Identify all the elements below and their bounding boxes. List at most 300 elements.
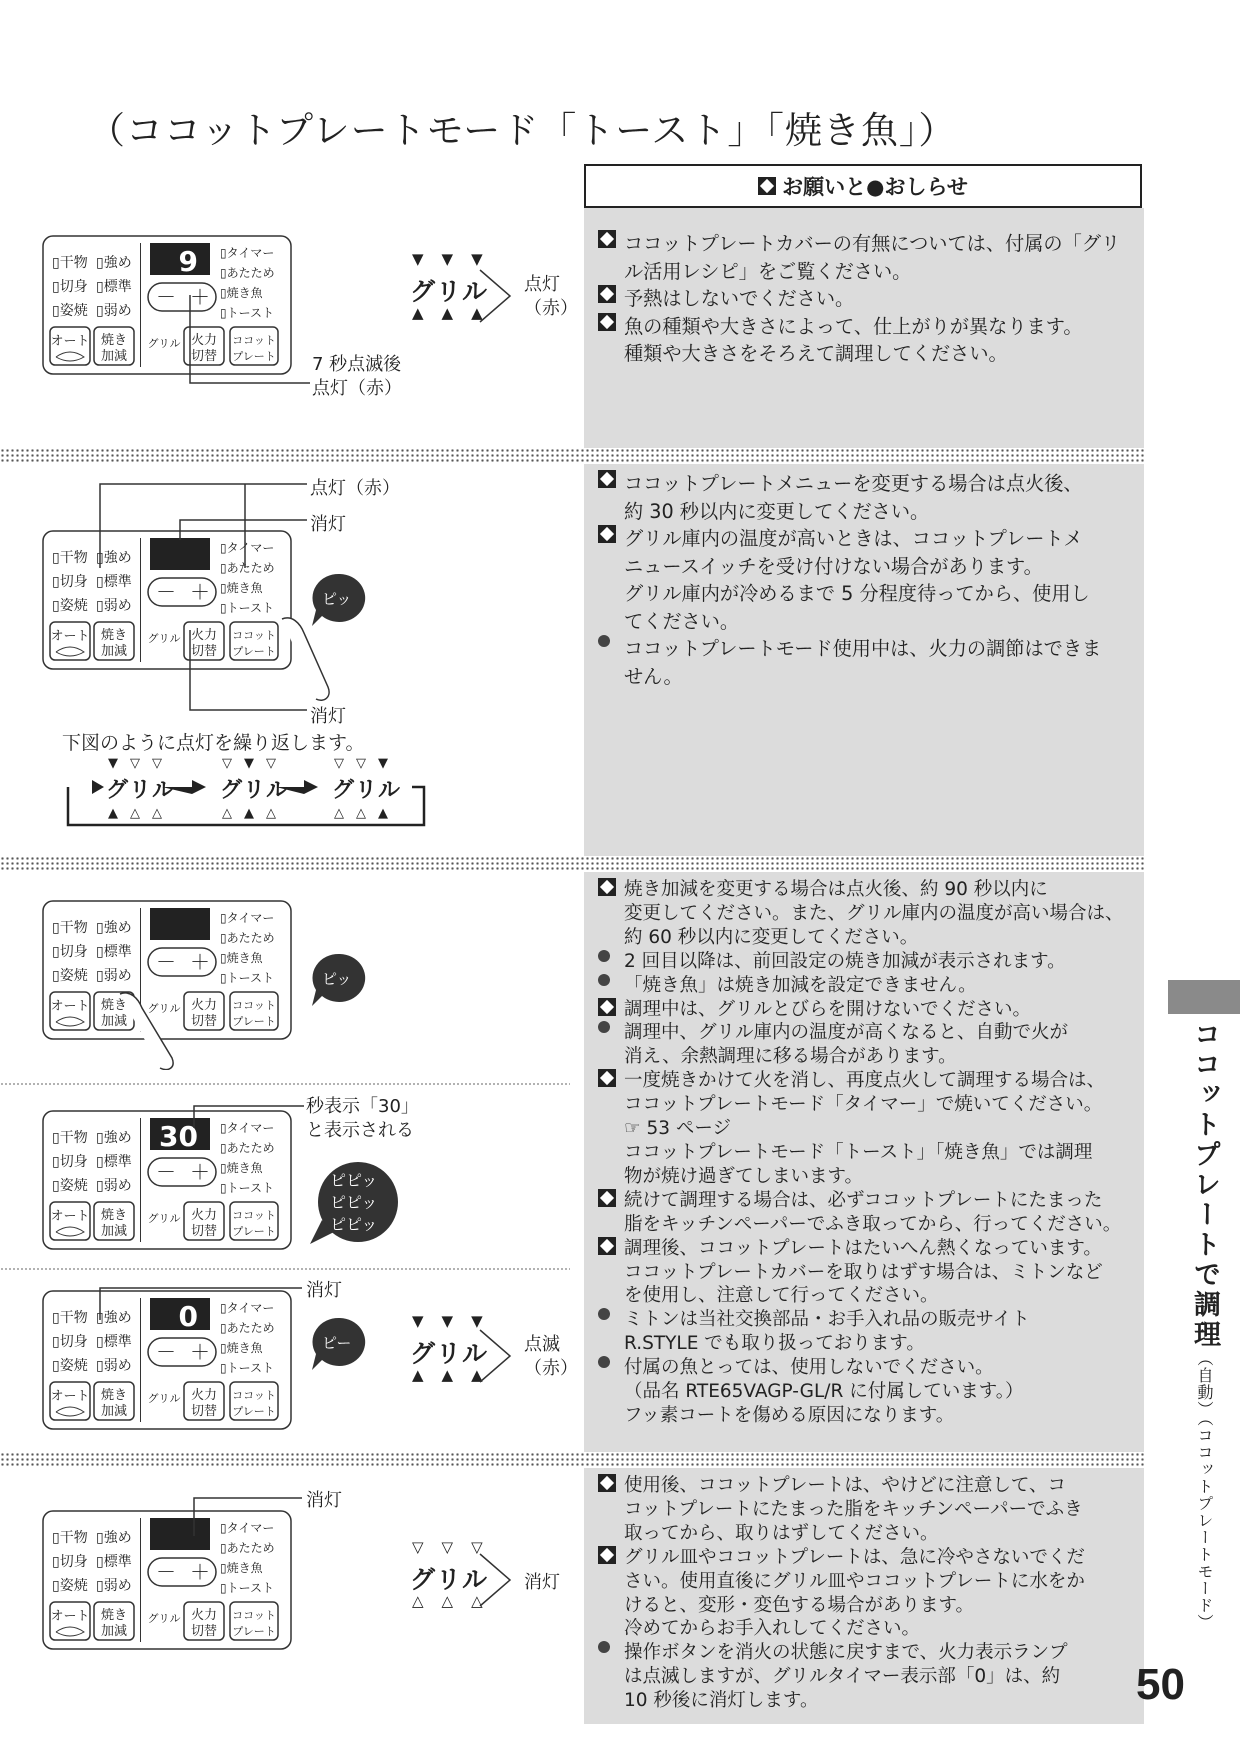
section-divider xyxy=(0,856,1144,872)
diamond-icon xyxy=(598,1069,616,1087)
diamond-icon xyxy=(598,998,616,1016)
menu-label: ▯あたため xyxy=(220,1321,275,1335)
diamond-icon xyxy=(598,1237,616,1255)
flame-icons: ▽▽▼ xyxy=(334,756,400,771)
auto-button-label: オート xyxy=(50,1389,90,1404)
note-line xyxy=(598,1284,1124,1308)
bullet-icon xyxy=(598,1641,610,1653)
mode-label: ▯姿焼 xyxy=(52,968,88,984)
strength-label: ▯標準 xyxy=(96,1154,132,1170)
caption: 点灯（赤） xyxy=(312,378,402,399)
cocotte-button-label: プレート xyxy=(232,645,276,658)
auto-button-label: オート xyxy=(50,629,90,644)
note-text: ココットプレートモード「タイマー」で焼いてください。 xyxy=(624,1094,1103,1116)
mode-label: ▯姿焼 xyxy=(52,1178,88,1194)
cocotte-button-label: ココット xyxy=(232,999,276,1012)
grill-label: グリル xyxy=(147,632,181,645)
note-line xyxy=(598,1594,1124,1618)
strength-label: ▯標準 xyxy=(96,279,132,295)
plus-label: ＋ xyxy=(190,950,210,974)
diamond-icon xyxy=(598,1474,616,1492)
bullet-icon xyxy=(598,635,610,647)
mode-label: ▯姿焼 xyxy=(52,303,88,319)
auto-button-label: オート xyxy=(50,1609,90,1624)
grill-lamp-label: グリル xyxy=(106,778,176,803)
strength-label: ▯強め xyxy=(96,1130,132,1146)
note-text: フッ素コートを傷める原因になります。 xyxy=(624,1404,955,1426)
strength-label: ▯強め xyxy=(96,255,132,271)
cocotte-button-label: プレート xyxy=(232,1225,276,1238)
notes-section-2 xyxy=(598,470,1124,690)
note-line xyxy=(598,580,1124,608)
leader-line xyxy=(180,295,315,390)
menu-label: ▯トースト xyxy=(220,971,275,985)
note-text: ココットプレートメニューを変更する場合は点火後、 xyxy=(624,472,1083,495)
menu-label: ▯焼き魚 xyxy=(220,1161,263,1175)
strength-label: ▯弱め xyxy=(96,598,132,614)
section-divider xyxy=(0,448,1144,464)
cocotte-button-label: ココット xyxy=(232,1209,276,1222)
note-text: グリル皿やココットプレートは、急に冷やさないでくだ xyxy=(624,1546,1085,1568)
note-line xyxy=(598,313,1124,341)
timer-digits: 30 xyxy=(159,1120,198,1153)
grill-label: グリル xyxy=(147,1212,181,1225)
menu-label: ▯タイマー xyxy=(220,1121,275,1135)
yaki-button-label: 加減 xyxy=(100,1224,128,1239)
mode-label: ▯干物 xyxy=(52,1130,88,1146)
strength-label: ▯強め xyxy=(96,920,132,936)
menu-label: ▯タイマー xyxy=(220,246,275,260)
chapter-subtitle: （自動）（ココットプレートモード） xyxy=(1195,1350,1214,1631)
sub-divider xyxy=(0,1083,570,1085)
notice-header xyxy=(584,164,1142,208)
bullet-icon xyxy=(598,950,610,962)
sub-divider xyxy=(0,1268,570,1270)
leader-label-off: 消灯 xyxy=(310,514,346,535)
menu-label: ▯あたため xyxy=(220,1141,275,1155)
note-text: グリル庫内が冷めるまで 5 分程度待ってから、使用し xyxy=(624,582,1090,605)
diamond-icon xyxy=(758,177,776,195)
note-text: （品名 RTE65VAGP-GL/R に付属しています。） xyxy=(624,1381,1024,1403)
notice-header-label: お願いと●おしらせ xyxy=(782,175,968,199)
flame-icons: △▲△ xyxy=(222,806,288,821)
auto-button-label: オート xyxy=(50,1209,90,1224)
finger-icon xyxy=(114,990,184,1070)
mode-label: ▯干物 xyxy=(52,1310,88,1326)
grill-label: グリル xyxy=(147,337,181,350)
note-text: 冷めてからお手入れしてください。 xyxy=(624,1618,921,1640)
menu-label: ▯トースト xyxy=(220,601,275,615)
note-line xyxy=(598,285,1124,313)
leader-label-off: 消灯 xyxy=(310,706,346,727)
note-line xyxy=(598,1498,1124,1522)
strength-label: ▯強め xyxy=(96,1530,132,1546)
note-line xyxy=(598,340,1124,368)
note-text: 続けて調理する場合は、必ずココットプレートにたまった xyxy=(624,1189,1103,1211)
grill-lamp-label: グリル xyxy=(410,1565,489,1594)
section-divider xyxy=(0,1452,1144,1468)
note-text: ニュースイッチを受け付けない場合があります。 xyxy=(624,554,1043,578)
cocotte-button-label: ココット xyxy=(232,629,276,642)
yaki-button-label: 焼き xyxy=(100,333,128,348)
flame-icons-top: ▽▽▽ xyxy=(412,1538,501,1556)
bracket-arrow-icon xyxy=(476,1550,516,1610)
yaki-button-label: 加減 xyxy=(100,1404,128,1419)
diamond-icon xyxy=(598,525,616,543)
note-text: ココットプレートカバーの有無については、付属の「グリ xyxy=(624,232,1121,255)
yaki-button-label: 加減 xyxy=(100,1014,128,1029)
bullet-icon xyxy=(598,1356,610,1368)
fire-button-label: 切替 xyxy=(190,1404,218,1419)
note-text: さい。使用直後にグリル皿やココットプレートに水をか xyxy=(624,1570,1085,1592)
menu-label: ▯焼き魚 xyxy=(220,951,263,965)
chapter-title: ココットプレートで調理 xyxy=(1189,1020,1220,1350)
mode-label: ▯切身 xyxy=(52,1154,88,1170)
strength-label: ▯強め xyxy=(96,550,132,566)
note-text: ココットプレートモード使用中は、火力の調節はできま xyxy=(624,637,1102,660)
note-line xyxy=(598,1356,1124,1380)
mode-label: ▯切身 xyxy=(52,944,88,960)
note-line xyxy=(598,1404,1124,1428)
flame-icons: ▼▽▽ xyxy=(108,756,174,771)
leader-line xyxy=(190,1102,308,1132)
yaki-button-label: 焼き xyxy=(100,998,128,1013)
note-text: けると、変形・変色する場合があります。 xyxy=(624,1594,975,1616)
note-line xyxy=(598,1045,1124,1069)
note-line xyxy=(598,974,1124,998)
strength-label: ▯標準 xyxy=(96,574,132,590)
status-label: 点滅 xyxy=(524,1334,560,1355)
strength-label: ▯弱め xyxy=(96,1578,132,1594)
note-line xyxy=(598,663,1124,691)
plus-label: ＋ xyxy=(190,1340,210,1364)
status-label-sub: （赤） xyxy=(524,298,578,319)
note-line xyxy=(598,1689,1124,1713)
off-label: 消灯 xyxy=(306,1280,342,1301)
leader-line xyxy=(190,1494,306,1540)
beep-text: ピピッ xyxy=(330,1171,378,1190)
flame-icons: ▲△△ xyxy=(108,806,174,821)
diamond-icon xyxy=(598,285,616,303)
minus-label: － xyxy=(156,580,176,604)
cycle-caption: 下図のように点灯を繰り返します。 xyxy=(62,732,365,754)
note-line xyxy=(598,1141,1124,1165)
minus-label: － xyxy=(156,1560,176,1584)
fire-button-label: 火力 xyxy=(190,1608,218,1623)
yaki-button-label: 焼き xyxy=(100,1388,128,1403)
status-label: 点灯 xyxy=(524,274,560,295)
strength-label: ▯標準 xyxy=(96,1334,132,1350)
note-line xyxy=(598,1332,1124,1356)
note-line xyxy=(598,1093,1124,1117)
menu-label: ▯焼き魚 xyxy=(220,286,263,300)
notes-section-4 xyxy=(598,1474,1124,1713)
note-line xyxy=(598,1380,1124,1404)
auto-button-label: オート xyxy=(50,334,90,349)
diamond-icon xyxy=(598,878,616,896)
menu-label: ▯トースト xyxy=(220,1581,275,1595)
beep-text: ピッ xyxy=(322,970,352,988)
note-text: ココットプレートカバーを取りはずす場合は、ミトンなど xyxy=(624,1261,1103,1283)
note-line xyxy=(598,470,1124,498)
diamond-icon xyxy=(598,313,616,331)
note-text: 2 回目以降は、前回設定の焼き加減が表示されます。 xyxy=(624,950,1066,972)
timer-digits: 9 xyxy=(178,245,198,278)
cocotte-button-label: プレート xyxy=(232,1405,276,1418)
timer-display xyxy=(150,908,210,940)
plus-label: ＋ xyxy=(190,285,210,309)
note-text: 予熱はしないでください。 xyxy=(624,287,855,310)
fire-button-label: 切替 xyxy=(190,1014,218,1029)
note-line xyxy=(598,1522,1124,1546)
bracket-arrow-icon xyxy=(476,266,516,326)
beep-text: ピピッ xyxy=(330,1215,378,1234)
mode-label: ▯干物 xyxy=(52,550,88,566)
minus-label: － xyxy=(156,1160,176,1184)
note-line xyxy=(598,258,1124,286)
menu-label: ▯タイマー xyxy=(220,1521,275,1535)
fire-button-label: 火力 xyxy=(190,333,218,348)
flame-icons-bottom: ▲▲▲ xyxy=(412,304,501,322)
note-line xyxy=(598,608,1124,636)
note-text: 操作ボタンを消火の状態に戻すまで、火力表示ランプ xyxy=(624,1642,1068,1664)
note-text: 使用後、ココットプレートは、やけどに注意して、コ xyxy=(624,1475,1066,1496)
fire-button-label: 火力 xyxy=(190,1388,218,1403)
page-title: （ココットプレートモード「トースト」「焼き魚」） xyxy=(88,109,957,152)
strength-label: ▯標準 xyxy=(96,944,132,960)
menu-label: ▯タイマー xyxy=(220,911,275,925)
note-text: コットプレートにたまった脂をキッチンペーパーでふき xyxy=(624,1498,1083,1520)
note-line xyxy=(598,498,1124,526)
seconds-label: と表示される xyxy=(306,1120,414,1141)
note-text: 焼き加減を変更する場合は点火後、約 90 秒以内に xyxy=(624,879,1048,900)
note-text: 消え、余熱調理に移る場合があります。 xyxy=(624,1046,957,1068)
note-text: ☞ 53 ページ xyxy=(624,1118,732,1140)
note-line xyxy=(598,553,1124,581)
grill-label: グリル xyxy=(147,1002,181,1015)
cocotte-button-label: プレート xyxy=(232,1015,276,1028)
note-line xyxy=(598,1546,1124,1570)
yaki-button-label: 焼き xyxy=(100,628,128,643)
yaki-button-label: 焼き xyxy=(100,1208,128,1223)
flame-icons-bottom: △△△ xyxy=(412,1592,501,1610)
caption: 7 秒点滅後 xyxy=(312,354,402,375)
note-line xyxy=(598,230,1124,258)
note-line xyxy=(598,1021,1124,1045)
bullet-icon xyxy=(598,1308,610,1320)
menu-label: ▯あたため xyxy=(220,266,275,280)
bracket-arrow-icon xyxy=(476,1326,516,1386)
leader-line xyxy=(96,1284,306,1324)
page-number: 50 xyxy=(1136,1660,1185,1709)
panel-divider xyxy=(140,1518,141,1642)
section-tab xyxy=(1168,980,1240,1014)
note-line xyxy=(598,1069,1124,1093)
mode-label: ▯切身 xyxy=(52,1334,88,1350)
strength-label: ▯弱め xyxy=(96,1178,132,1194)
note-line xyxy=(598,525,1124,553)
cocotte-button-label: ココット xyxy=(232,334,276,347)
note-text: を使用し、注意して行ってください。 xyxy=(624,1285,939,1307)
note-line xyxy=(598,635,1124,663)
mode-label: ▯姿焼 xyxy=(52,1578,88,1594)
note-text: 取ってから、取りはずしてください。 xyxy=(624,1522,939,1544)
fire-button-label: 火力 xyxy=(190,998,218,1013)
minus-label: － xyxy=(156,285,176,309)
finger-icon xyxy=(278,615,338,705)
note-text: 付属の魚とっては、使用しないでください。 xyxy=(624,1357,994,1379)
note-text: てください。 xyxy=(624,609,740,633)
note-line xyxy=(598,1165,1124,1189)
cocotte-button-label: プレート xyxy=(232,1625,276,1638)
menu-label: ▯タイマー xyxy=(220,1301,275,1315)
panel-divider xyxy=(140,243,141,367)
note-line xyxy=(598,1665,1124,1689)
note-text: R.STYLE でも取り扱っております。 xyxy=(624,1333,925,1355)
grill-lamp-label: グリル xyxy=(220,778,290,803)
grill-lamp-label: グリル xyxy=(410,277,489,306)
note-line xyxy=(598,1617,1124,1641)
mode-label: ▯姿焼 xyxy=(52,598,88,614)
note-text: せん。 xyxy=(624,664,683,688)
flame-icons: ▽▼▽ xyxy=(222,756,288,771)
note-text: ミトンは当社交換部品・お手入れ品の販売サイト xyxy=(624,1309,1030,1331)
note-line xyxy=(598,1474,1124,1498)
auto-button-label: オート xyxy=(50,999,90,1014)
mode-label: ▯干物 xyxy=(52,920,88,936)
grill-lamp-label: グリル xyxy=(332,778,402,803)
note-text: 約 30 秒以内に変更してください。 xyxy=(624,499,930,523)
bullet-icon xyxy=(598,1021,610,1033)
cocotte-button-label: ココット xyxy=(232,1389,276,1402)
timer-digits: 0 xyxy=(178,1300,198,1333)
fire-button-label: 切替 xyxy=(190,349,218,364)
plus-label: ＋ xyxy=(190,580,210,604)
yaki-button-label: 加減 xyxy=(100,644,128,659)
cocotte-button-label: プレート xyxy=(232,350,276,363)
menu-label: ▯焼き魚 xyxy=(220,1561,263,1575)
note-text: 約 60 秒以内に変更してください。 xyxy=(624,926,919,948)
note-text: 物が焼け過ぎてしまいます。 xyxy=(624,1165,864,1187)
note-text: 調理中、グリル庫内の温度が高くなると、自動で火が xyxy=(624,1022,1069,1044)
note-text: 一度焼きかけて火を消し、再度点火して調理する場合は、 xyxy=(624,1070,1106,1092)
note-line xyxy=(598,1117,1124,1141)
note-text: 「焼き魚」は焼き加減を設定できません。 xyxy=(624,974,977,996)
note-line xyxy=(598,1189,1124,1213)
mode-label: ▯姿焼 xyxy=(52,1358,88,1374)
note-text: ココットプレートモード「トースト」「焼き魚」では調理 xyxy=(624,1141,1093,1163)
off-label: 消灯 xyxy=(306,1490,342,1511)
note-text: 魚の種類や大きさによって、仕上がりが異なります。 xyxy=(624,314,1083,338)
cocotte-button-label: ココット xyxy=(232,1609,276,1622)
chapter-label xyxy=(1168,1020,1240,1631)
note-line xyxy=(598,926,1124,950)
diamond-icon xyxy=(598,470,616,488)
seconds-label: 秒表示「30」 xyxy=(306,1096,419,1117)
diamond-icon xyxy=(598,230,616,248)
flame-icons-bottom: ▲▲▲ xyxy=(412,1366,501,1384)
menu-label: ▯トースト xyxy=(220,1181,275,1195)
mode-label: ▯切身 xyxy=(52,279,88,295)
yaki-button-label: 加減 xyxy=(100,1624,128,1639)
menu-label: ▯あたため xyxy=(220,931,275,945)
leader-label-lit: 点灯（赤） xyxy=(310,478,400,499)
fire-button-label: 火力 xyxy=(190,1208,218,1223)
diamond-icon xyxy=(598,1189,616,1207)
menu-label: ▯あたため xyxy=(220,561,275,575)
note-text: ル活用レシピ」をご覧ください。 xyxy=(624,259,912,283)
note-text: 種類や大きさをそろえて調理してください。 xyxy=(624,342,1008,365)
note-line xyxy=(598,1213,1124,1237)
menu-label: ▯タイマー xyxy=(220,541,275,555)
note-text: は点滅しますが、グリルタイマー表示部「0」は、約 xyxy=(624,1666,1061,1688)
note-text: グリル庫内の温度が高いときは、ココットプレートメ xyxy=(624,527,1083,550)
minus-label: － xyxy=(156,1340,176,1364)
status-label: 消灯 xyxy=(524,1572,560,1593)
grill-lamp-label: グリル xyxy=(410,1339,489,1368)
strength-label: ▯弱め xyxy=(96,1358,132,1374)
note-text: 変更してください。また、グリル庫内の温度が高い場合は、 xyxy=(624,902,1124,924)
flame-icons-top: ▼▼▼ xyxy=(412,1312,501,1330)
yaki-button-label: 加減 xyxy=(100,349,128,364)
strength-label: ▯強め xyxy=(96,1310,132,1326)
menu-label: ▯焼き魚 xyxy=(220,581,263,595)
flame-icons: △△▲ xyxy=(334,806,400,821)
note-line xyxy=(598,1237,1124,1261)
notes-section-1 xyxy=(598,230,1124,368)
plus-label: ＋ xyxy=(190,1560,210,1584)
beep-text: ピッ xyxy=(322,590,352,608)
note-text: 10 秒後に消灯します。 xyxy=(624,1690,819,1712)
plus-label: ＋ xyxy=(190,1160,210,1184)
menu-label: ▯トースト xyxy=(220,306,275,320)
mode-label: ▯干物 xyxy=(52,255,88,271)
note-line xyxy=(598,1261,1124,1285)
beep-text: ピー xyxy=(322,1334,352,1352)
note-line xyxy=(598,1641,1124,1665)
minus-label: － xyxy=(156,950,176,974)
menu-label: ▯焼き魚 xyxy=(220,1341,263,1355)
yaki-button-label: 焼き xyxy=(100,1608,128,1623)
bullet-icon xyxy=(598,974,610,986)
menu-label: ▯あたため xyxy=(220,1541,275,1555)
grill-label: グリル xyxy=(147,1612,181,1625)
strength-label: ▯弱め xyxy=(96,968,132,984)
fire-button-label: 切替 xyxy=(190,644,218,659)
panel-divider xyxy=(140,1118,141,1242)
status-label-sub: （赤） xyxy=(524,1358,578,1379)
mode-label: ▯切身 xyxy=(52,574,88,590)
fire-button-label: 火力 xyxy=(190,628,218,643)
note-text: 調理中は、グリルとびらを開けないでください。 xyxy=(624,998,1032,1020)
mode-label: ▯切身 xyxy=(52,1554,88,1570)
beep-text: ピピッ xyxy=(330,1193,378,1212)
strength-label: ▯弱め xyxy=(96,303,132,319)
note-text: 調理後、ココットプレートはたいへん熱くなっています。 xyxy=(624,1237,1102,1259)
flame-icons-top: ▼▼▼ xyxy=(412,250,501,268)
diamond-icon xyxy=(598,1546,616,1564)
grill-label: グリル xyxy=(147,1392,181,1405)
note-line xyxy=(598,998,1124,1022)
strength-label: ▯標準 xyxy=(96,1554,132,1570)
mode-label: ▯干物 xyxy=(52,1530,88,1546)
menu-label: ▯トースト xyxy=(220,1361,275,1375)
note-text: 脂をキッチンペーパーでふき取ってから、行ってください。 xyxy=(624,1213,1122,1235)
note-line xyxy=(598,950,1124,974)
note-line xyxy=(598,878,1124,902)
note-line xyxy=(598,902,1124,926)
note-line xyxy=(598,1570,1124,1594)
